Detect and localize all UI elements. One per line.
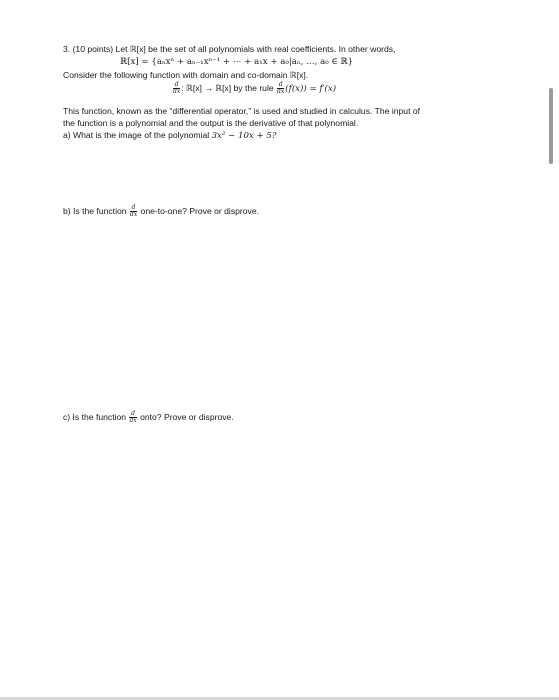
vertical-scrollbar[interactable] bbox=[549, 88, 553, 164]
fraction-denominator: dx bbox=[173, 88, 181, 95]
derivative-operator-fraction-b bbox=[130, 205, 137, 218]
fraction-denominator: dx bbox=[129, 417, 137, 424]
question-c-suffix: onto? Prove or disprove. bbox=[137, 411, 234, 422]
problem-header: 3. (10 points) Let ℝ[x] be the set of all polynomials with real coefficients. In other words, bbox=[63, 44, 396, 54]
question-b-suffix: one-to-one? Prove or disprove. bbox=[138, 205, 260, 216]
derivative-operator-fraction-c bbox=[129, 411, 136, 424]
question-a bbox=[63, 130, 277, 142]
question-c-prefix: c) Is the function bbox=[63, 411, 129, 422]
fraction-denominator: dx bbox=[129, 211, 138, 218]
explanation-line-1: This function, known as the “differential operator,” is used and studied in calculus. The input of bbox=[63, 106, 421, 116]
fraction-denominator: dx bbox=[277, 88, 285, 95]
question-c bbox=[63, 411, 234, 424]
derivative-operator-fraction bbox=[173, 82, 180, 95]
set-definition: ℝ[x] = {aₙxⁿ + aₙ₋₁xⁿ⁻¹ + ⋯ + a₁x + a₀|aₙ, …, a₀ ∈ ℝ} bbox=[120, 57, 354, 67]
derivative-operator-fraction-2 bbox=[277, 82, 284, 95]
question-b bbox=[63, 205, 259, 218]
consider-line: Consider the following function with domain and co-domain ℝ[x]. bbox=[63, 70, 309, 80]
fraction-numerator: d bbox=[174, 81, 179, 88]
function-rule: (f(x)) = f′(x) bbox=[285, 83, 337, 94]
function-map: : ℝ[x] → ℝ[x] by the rule bbox=[181, 82, 277, 93]
function-definition bbox=[172, 82, 336, 95]
fraction-numerator: d bbox=[131, 410, 135, 417]
fraction-numerator: d bbox=[131, 204, 136, 211]
explanation-line-2: the function is a polynomial and the output is the derivative of that polynomial. bbox=[63, 118, 359, 128]
fraction-numerator: d bbox=[278, 81, 283, 88]
scrollbar-thumb[interactable] bbox=[549, 88, 553, 164]
question-b-prefix: b) Is the function bbox=[63, 205, 129, 216]
question-a-polynomial: 3x² − 10x + 5? bbox=[211, 131, 277, 141]
question-a-text: a) What is the image of the polynomial bbox=[63, 130, 212, 140]
